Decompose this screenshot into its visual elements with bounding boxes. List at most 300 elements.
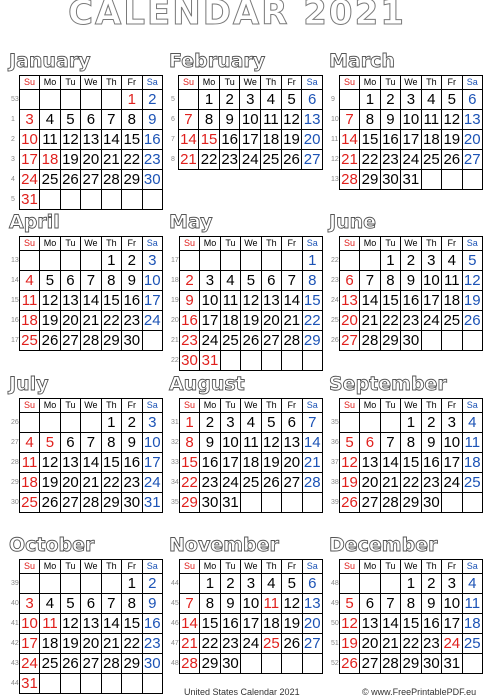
weekday-header: We (401, 399, 421, 413)
day-cell (261, 654, 281, 674)
day-cell: 3 (142, 413, 162, 433)
day-cell: 25 (443, 312, 461, 329)
week-number: 48 (331, 580, 339, 587)
day-cell: 31 (21, 675, 38, 692)
day-cell: 30 (143, 655, 161, 672)
day-cell: 6 (282, 413, 302, 433)
day-cell (282, 351, 302, 371)
weekday-header: Tu (380, 76, 400, 90)
weekday-header: Sa (142, 399, 162, 413)
day-cell: 24 (242, 635, 260, 652)
day-cell: 5 (40, 271, 60, 291)
week-number: 44 (171, 580, 179, 587)
day-cell: 20 (82, 151, 100, 168)
month-name: October (9, 534, 95, 556)
week-number: 38 (331, 479, 339, 486)
day-cell: 31 (443, 655, 461, 672)
day-cell: 17 (143, 292, 161, 309)
day-cell: 16 (422, 454, 440, 471)
day-cell (81, 190, 101, 210)
day-cell (462, 493, 482, 513)
day-cell: 29 (402, 494, 420, 511)
day-cell: 31 (201, 352, 219, 369)
day-cell: 8 (302, 271, 322, 291)
day-cell (40, 90, 60, 110)
weekday-header: Fr (122, 560, 142, 574)
weekday-header: Th (261, 237, 281, 251)
day-cell: 9 (142, 594, 162, 614)
week-number: 52 (331, 660, 339, 667)
day-cell: 13 (341, 292, 358, 309)
day-cell: 22 (402, 635, 420, 652)
day-cell: 14 (382, 454, 399, 471)
week-number: 34 (171, 479, 179, 486)
month-december (323, 533, 483, 698)
week-number-header (331, 560, 339, 574)
day-cell: 9 (421, 594, 441, 614)
day-cell (179, 251, 199, 271)
weekday-header: We (240, 76, 261, 90)
day-cell: 7 (101, 594, 121, 614)
weekday-header: Sa (462, 560, 482, 574)
day-cell (339, 574, 359, 594)
day-cell: 5 (339, 594, 359, 614)
day-cell: 7 (178, 110, 199, 130)
weekday-header: Fr (282, 560, 302, 574)
day-cell: 30 (123, 494, 141, 511)
day-cell: 5 (282, 574, 302, 594)
day-cell: 7 (282, 271, 302, 291)
week-number-header (331, 76, 339, 90)
weekday-header: Sa (302, 399, 322, 413)
day-cell: 13 (302, 110, 323, 130)
week-number-header (11, 560, 19, 574)
week-number: 35 (331, 419, 339, 426)
day-cell (462, 331, 482, 351)
day-cell: 13 (303, 595, 321, 612)
day-cell: 11 (462, 433, 482, 453)
weekday-header: Th (261, 76, 282, 90)
day-cell: 8 (401, 433, 421, 453)
weekday-header: Fr (122, 76, 142, 90)
weekday-header: Su (178, 76, 199, 90)
day-cell (241, 493, 261, 513)
day-cell: 23 (382, 151, 399, 168)
week-number: 14 (11, 277, 19, 284)
week-number: 16 (11, 317, 19, 324)
day-cell: 5 (462, 251, 482, 271)
week-number: 24 (331, 297, 339, 304)
week-number: 13 (11, 257, 19, 264)
week-number-header (171, 560, 179, 574)
day-cell: 28 (283, 332, 301, 349)
month-january (3, 49, 163, 214)
day-cell: 17 (443, 615, 461, 632)
day-cell: 23 (402, 312, 420, 329)
day-cell: 20 (302, 130, 323, 150)
day-cell: 28 (181, 655, 198, 672)
day-cell: 3 (240, 90, 261, 110)
weekday-header: Su (339, 237, 359, 251)
weekday-header: Su (179, 560, 199, 574)
day-cell: 30 (123, 332, 141, 349)
day-cell (60, 413, 80, 433)
weekday-header: Th (421, 76, 441, 90)
day-cell: 22 (303, 312, 321, 329)
day-cell: 11 (40, 130, 60, 150)
day-cell: 5 (281, 90, 302, 110)
day-cell (421, 331, 441, 351)
day-cell: 21 (102, 635, 120, 652)
weekday-header: Tu (380, 560, 400, 574)
day-cell: 11 (261, 594, 281, 614)
week-number: 30 (11, 499, 19, 506)
month-april (3, 210, 163, 375)
week-number: 51 (331, 640, 339, 647)
day-cell (101, 574, 121, 594)
day-cell: 10 (21, 131, 38, 148)
day-cell: 5 (339, 433, 359, 453)
day-cell: 4 (261, 90, 282, 110)
day-cell: 4 (462, 574, 482, 594)
month-name: April (9, 211, 60, 233)
day-cell: 18 (262, 131, 280, 148)
day-cell: 25 (463, 635, 481, 652)
day-cell: 27 (361, 655, 379, 672)
week-number: 48 (171, 660, 179, 667)
day-cell: 23 (422, 474, 440, 491)
weekday-header: Th (421, 237, 441, 251)
weekday-header: Th (261, 560, 281, 574)
weekday-header: Tu (60, 76, 80, 90)
day-cell: 9 (142, 110, 162, 130)
day-cell: 28 (82, 332, 100, 349)
day-cell: 8 (380, 271, 400, 291)
day-cell: 14 (181, 615, 198, 632)
month-september (323, 372, 483, 537)
weekday-header: Su (19, 399, 39, 413)
weekday-header: Sa (142, 237, 162, 251)
day-cell: 5 (261, 413, 281, 433)
day-cell: 19 (262, 454, 280, 471)
day-cell: 19 (62, 151, 79, 168)
day-cell: 9 (421, 433, 441, 453)
day-cell: 28 (82, 494, 100, 511)
weekday-header: Tu (220, 399, 240, 413)
day-cell: 31 (402, 171, 420, 188)
day-cell: 26 (41, 332, 59, 349)
month-grid (331, 236, 483, 351)
day-cell: 1 (302, 251, 322, 271)
day-cell: 19 (341, 474, 358, 491)
weekday-header: Mo (360, 76, 380, 90)
day-cell: 18 (41, 151, 59, 168)
weekday-header: Mo (199, 76, 220, 90)
weekday-header: We (241, 237, 261, 251)
day-cell (339, 413, 359, 433)
week-number: 21 (171, 337, 179, 344)
day-cell: 3 (241, 574, 261, 594)
day-cell: 30 (402, 332, 420, 349)
month-name: November (169, 534, 279, 556)
day-cell (19, 90, 39, 110)
day-cell: 29 (361, 171, 379, 188)
day-cell: 10 (242, 595, 260, 612)
day-cell: 2 (142, 90, 162, 110)
day-cell: 17 (422, 292, 440, 309)
day-cell: 25 (222, 332, 239, 349)
day-cell: 2 (179, 271, 199, 291)
day-cell: 21 (283, 312, 301, 329)
day-cell: 29 (181, 494, 198, 511)
day-cell (442, 493, 462, 513)
day-cell: 8 (122, 110, 142, 130)
weekday-header: Sa (462, 237, 482, 251)
day-cell: 9 (122, 433, 142, 453)
week-number: 19 (171, 297, 179, 304)
day-cell: 31 (222, 494, 239, 511)
day-cell (19, 413, 39, 433)
day-cell: 18 (463, 615, 481, 632)
week-number: 26 (331, 337, 339, 344)
weekday-header: Mo (200, 560, 220, 574)
week-number: 8 (171, 156, 175, 163)
weekday-header: Fr (122, 399, 142, 413)
day-cell: 3 (442, 574, 462, 594)
weekday-header: Fr (122, 237, 142, 251)
week-number: 7 (171, 136, 175, 143)
weekday-header: Tu (380, 399, 400, 413)
day-cell: 23 (143, 151, 161, 168)
day-cell: 7 (101, 110, 121, 130)
week-number: 3 (11, 156, 15, 163)
day-cell: 22 (361, 151, 379, 168)
day-cell: 22 (402, 474, 420, 491)
month-name: August (169, 373, 245, 395)
day-cell: 3 (19, 594, 39, 614)
day-cell (421, 170, 441, 190)
day-cell: 8 (101, 271, 121, 291)
weekday-header: We (401, 76, 421, 90)
day-cell: 28 (102, 171, 120, 188)
page-title: CALENDAR 2021 (68, 0, 406, 33)
week-number: 17 (171, 257, 179, 264)
day-cell: 16 (123, 292, 141, 309)
week-number-header (171, 76, 178, 90)
month-october (3, 533, 163, 698)
day-cell: 28 (102, 655, 120, 672)
day-cell: 4 (220, 271, 240, 291)
weekday-header: Tu (60, 560, 80, 574)
day-cell: 31 (143, 494, 161, 511)
day-cell: 9 (220, 594, 240, 614)
week-number-header (11, 76, 19, 90)
day-cell: 15 (102, 454, 120, 471)
week-number: 25 (331, 317, 339, 324)
day-cell (60, 574, 80, 594)
weekday-header: Fr (282, 399, 302, 413)
day-cell: 26 (262, 474, 280, 491)
day-cell: 10 (443, 434, 461, 451)
week-number: 5 (11, 196, 15, 203)
day-cell: 23 (181, 332, 198, 349)
week-number: 26 (11, 419, 19, 426)
week-number-header (331, 237, 339, 251)
month-grid (171, 559, 323, 674)
day-cell: 15 (123, 615, 141, 632)
day-cell: 17 (443, 454, 461, 471)
day-cell (220, 351, 240, 371)
day-cell: 6 (360, 433, 380, 453)
day-cell: 1 (101, 413, 121, 433)
day-cell: 6 (60, 433, 80, 453)
day-cell: 21 (102, 151, 120, 168)
day-cell: 7 (380, 594, 400, 614)
weekday-header: Mo (40, 237, 60, 251)
day-cell (142, 190, 162, 210)
day-cell: 25 (21, 494, 38, 511)
day-cell: 24 (402, 151, 420, 168)
day-cell: 28 (382, 494, 399, 511)
day-cell: 27 (62, 494, 79, 511)
week-number: 13 (331, 176, 339, 183)
day-cell: 18 (463, 454, 481, 471)
week-number: 5 (171, 96, 175, 103)
day-cell (302, 493, 322, 513)
day-cell (261, 351, 281, 371)
day-cell: 30 (382, 171, 399, 188)
day-cell (462, 170, 482, 190)
day-cell: 17 (402, 131, 420, 148)
weekday-header: Mo (360, 399, 380, 413)
month-name: March (329, 50, 395, 72)
weekday-header: Th (261, 399, 281, 413)
weekday-header: We (401, 560, 421, 574)
day-cell: 13 (62, 292, 79, 309)
day-cell: 9 (179, 291, 199, 311)
day-cell: 3 (442, 413, 462, 433)
day-cell: 18 (242, 454, 260, 471)
day-cell: 13 (262, 292, 280, 309)
day-cell: 28 (341, 171, 358, 188)
day-cell: 25 (41, 655, 59, 672)
day-cell: 2 (421, 574, 441, 594)
day-cell: 12 (62, 131, 79, 148)
day-cell: 12 (41, 454, 59, 471)
day-cell: 25 (463, 474, 481, 491)
day-cell: 21 (341, 151, 358, 168)
day-cell: 16 (382, 131, 399, 148)
week-number: 45 (171, 600, 179, 607)
day-cell: 22 (102, 312, 120, 329)
day-cell: 29 (303, 332, 321, 349)
day-cell: 1 (122, 90, 142, 110)
day-cell: 24 (241, 151, 259, 168)
day-cell: 30 (422, 494, 440, 511)
day-cell (442, 331, 462, 351)
day-cell: 13 (62, 454, 79, 471)
week-number: 43 (11, 660, 19, 667)
day-cell: 8 (200, 594, 220, 614)
day-cell: 21 (82, 312, 100, 329)
month-name: January (9, 50, 91, 72)
month-grid (11, 75, 163, 210)
day-cell (40, 190, 60, 210)
day-cell: 16 (123, 454, 141, 471)
day-cell (261, 493, 281, 513)
week-number: 6 (171, 116, 175, 123)
day-cell: 18 (21, 312, 38, 329)
day-cell: 22 (102, 474, 120, 491)
day-cell: 24 (143, 312, 161, 329)
day-cell: 10 (402, 111, 420, 128)
day-cell: 1 (360, 90, 380, 110)
day-cell: 27 (283, 474, 301, 491)
month-name: May (169, 211, 213, 233)
day-cell: 20 (283, 454, 301, 471)
weekday-header: Su (19, 237, 39, 251)
day-cell: 10 (443, 595, 461, 612)
month-name: February (169, 50, 266, 72)
day-cell: 2 (220, 574, 240, 594)
day-cell: 7 (302, 413, 322, 433)
weekday-header: Sa (462, 399, 482, 413)
day-cell (360, 251, 380, 271)
day-cell: 6 (302, 90, 323, 110)
weekday-header: Su (19, 76, 39, 90)
day-cell (142, 331, 162, 351)
weekday-header: Fr (442, 76, 462, 90)
week-number: 22 (171, 357, 179, 364)
week-number: 12 (331, 156, 339, 163)
weekday-header: Sa (142, 560, 162, 574)
week-number: 27 (11, 439, 19, 446)
day-cell (241, 251, 261, 271)
day-cell: 8 (401, 594, 421, 614)
month-november (163, 533, 323, 698)
month-grid (11, 398, 163, 513)
day-cell (40, 251, 60, 271)
day-cell: 6 (339, 271, 359, 291)
day-cell: 14 (303, 434, 321, 451)
day-cell: 12 (283, 595, 301, 612)
day-cell: 13 (361, 615, 379, 632)
weekday-header: We (241, 560, 261, 574)
day-cell: 19 (62, 635, 79, 652)
day-cell: 15 (102, 292, 120, 309)
day-cell: 22 (123, 151, 141, 168)
day-cell: 4 (19, 433, 39, 453)
day-cell: 17 (201, 312, 219, 329)
weekday-header: Fr (442, 237, 462, 251)
day-cell: 6 (81, 594, 101, 614)
day-cell (81, 251, 101, 271)
day-cell: 16 (143, 615, 161, 632)
month-name: July (9, 373, 49, 395)
day-cell: 19 (242, 312, 260, 329)
day-cell: 6 (81, 110, 101, 130)
day-cell: 29 (123, 655, 141, 672)
day-cell: 19 (41, 312, 59, 329)
day-cell (380, 574, 400, 594)
week-number-header (11, 237, 19, 251)
day-cell: 8 (179, 433, 199, 453)
day-cell: 20 (303, 615, 321, 632)
day-cell: 8 (101, 433, 121, 453)
week-number: 9 (331, 96, 335, 103)
day-cell: 1 (200, 574, 220, 594)
day-cell: 24 (201, 332, 219, 349)
